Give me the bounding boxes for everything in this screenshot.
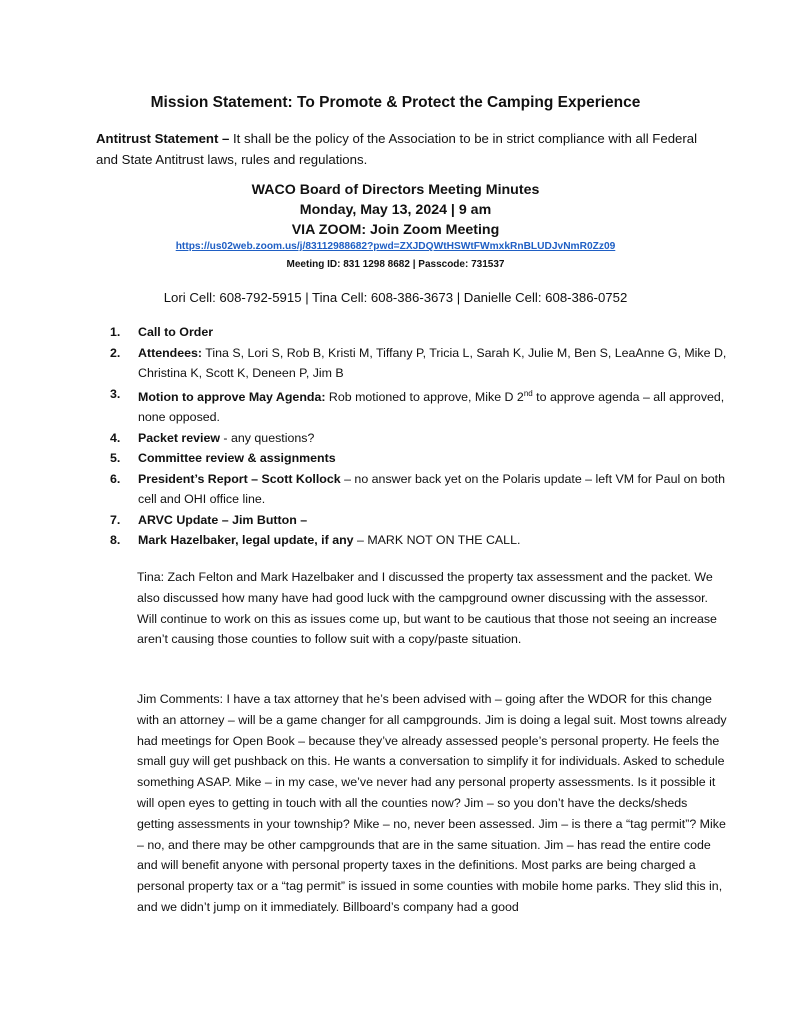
agenda-label: Packet review — [138, 430, 220, 445]
agenda-number: 6. — [110, 471, 121, 486]
agenda-text: – MARK NOT ON THE CALL. — [353, 533, 521, 548]
meeting-via: VIA ZOOM: Join Zoom Meeting — [291, 222, 500, 238]
agenda-text: Rob motioned to approve, Mike D 2 — [325, 389, 524, 404]
contact-cells: Lori Cell: 608-792-5915 | Tina Cell: 608-386-3673 | Danielle Cell: 608-386-0752 — [163, 290, 628, 305]
discussion-paragraph-tina: Tina: Zach Felton and Mark Hazelbaker and I discussed the property tax assessment and the packet. We also discussed how many have had good luck with the campground owner discussing with the assessor. Will continue to work on this as issues come up, but want to be cautious that those not seeing an increase aren’t causing those counties to follow suit with a copy/paste situation. — [137, 570, 717, 647]
discussion-paragraph-jim: Jim Comments: I have a tax attorney that he’s been advised with – going after the WDOR for this change with an attorney – will be a game changer for all campgrounds. Jim is doing a legal suit. Most towns already had meetings for Open Book – because they’ve already assessed people’s personal property. He feels the small guy will get pushback on this. He wants a conversation to simplify it for individuals. Asked to schedule something ASAP. Mike – in my case, we’ve never had any personal property assessments. Is it possible it will open eyes to getting in touch with all the counties now? Jim – so you don’t have the decks/sheds getting assessments in your township? Mike – no, never been assessed. Jim – is there a “tag permit”? Mike – no, and there may be other campgrounds that are in the same situation. Jim – has read the entire code and will benefit anyone with personal property taxes in the definitions. Most parks are being charged a personal property tax or a “tag permit” is issued in some counties with mobile home parks. They slid this in, and we didn’t jump on it immediately. Billboard’s company had a good — [137, 692, 727, 914]
agenda-label: Call to Order — [138, 325, 214, 339]
meeting-date: Monday, May 13, 2024 | 9 am — [299, 202, 492, 218]
mission-statement: Mission Statement: To Promote & Protect the Camping Experience — [150, 94, 641, 111]
agenda-number: 8. — [110, 533, 121, 548]
agenda-item — [110, 428, 740, 449]
agenda-label: Mark Hazelbaker, legal update, if any — [138, 533, 354, 548]
agenda-text: – no answer back yet on the Polaris update – left VM for Paul on both cell and OHI office line. — [138, 471, 725, 507]
agenda-text: to approve agenda – all approved, none opposed. — [138, 389, 725, 425]
antitrust-label: Antitrust Statement – — [96, 131, 230, 146]
antitrust-text: It shall be the policy of the Association to be in strict compliance with all Federal and State Antitrust laws, rules and regulations. — [96, 131, 698, 167]
meeting-id: Meeting ID: 831 1298 8682 | Passcode: 731537 — [286, 259, 505, 270]
agenda-label: Motion to approve May Agenda: — [138, 389, 326, 404]
agenda-number: 3. — [110, 386, 121, 401]
agenda-label: ARVC Update – Jim Button – — [138, 512, 308, 527]
agenda-number: 2. — [110, 345, 121, 360]
agenda-item — [110, 469, 740, 510]
antitrust-statement — [96, 128, 716, 170]
agenda-number: 4. — [110, 430, 121, 445]
agenda-number: 7. — [110, 512, 121, 527]
agenda-item — [110, 530, 740, 551]
zoom-link[interactable]: https://us02web.zoom.us/j/83112988682?pwd=ZXJDQWtHSWtFWmxkRnBLUDJvNmR0Zz09 — [175, 241, 616, 252]
agenda-number: 5. — [110, 451, 121, 466]
agenda-item — [110, 384, 740, 428]
agenda-label: Committee review & assignments — [138, 451, 336, 466]
agenda-label: Attendees: — [138, 345, 203, 360]
agenda-label: President’s Report – Scott Kollock — [138, 471, 341, 486]
agenda-superscript: nd — [523, 388, 533, 398]
agenda-item — [110, 322, 740, 343]
agenda-item — [110, 343, 740, 384]
agenda-number: 1. — [110, 325, 121, 339]
agenda-list — [110, 322, 740, 551]
meeting-title: WACO Board of Directors Meeting Minutes — [251, 182, 540, 198]
agenda-item — [110, 448, 740, 469]
agenda-text: - any questions? — [219, 430, 315, 445]
agenda-text: Tina S, Lori S, Rob B, Kristi M, Tiffany P, Tricia L, Sarah K, Julie M, Ben S, LeaAnne G, Mike D, Christina K, Scott K, Deneen P, Jim B — [138, 345, 727, 380]
agenda-item — [110, 510, 740, 531]
